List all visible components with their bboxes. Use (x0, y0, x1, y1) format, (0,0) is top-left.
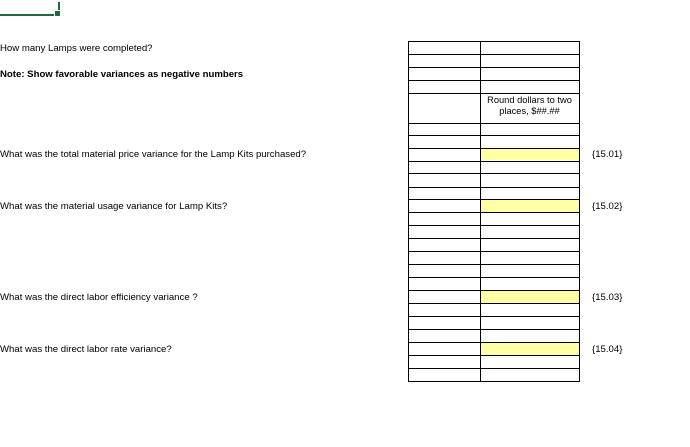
question-lamps-completed: How many Lamps were completed? (0, 43, 153, 54)
ref-material-usage: {15.02} (592, 201, 623, 212)
ref-material-price: {15.01} (592, 149, 623, 160)
selected-cell[interactable] (0, 2, 60, 16)
note-favorable-variances: Note: Show favorable variances as negative numbers (0, 69, 244, 80)
fill-handle[interactable] (54, 10, 61, 17)
ref-labor-efficiency: {15.03} (592, 292, 623, 303)
question-labor-efficiency-variance: What was the direct labor efficiency variance ? (0, 292, 198, 303)
ref-labor-rate: {15.04} (592, 344, 623, 355)
rounding-instruction: Round dollars to two places, $##.## (487, 95, 572, 116)
question-material-usage-variance: What was the material usage variance for Lamp Kits? (0, 201, 228, 212)
answer-grid (408, 41, 580, 382)
question-material-price-variance: What was the total material price variance for the Lamp Kits purchased? (0, 149, 307, 160)
question-labor-rate-variance: What was the direct labor rate variance? (0, 344, 172, 355)
